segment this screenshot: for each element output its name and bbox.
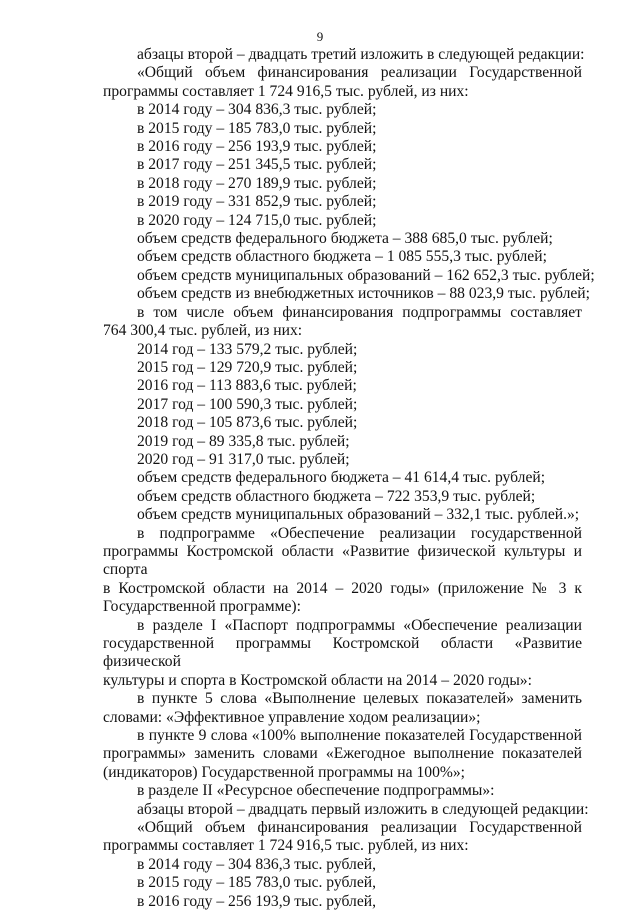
text-line: «Общий объем финансирования реализации Государственной	[137, 819, 582, 837]
text-line: культуры и спорта в Костромской области на 2014 – 2020 годы»:	[103, 671, 532, 689]
text-line: в 2014 году – 304 836,3 тыс. рублей;	[137, 101, 377, 119]
text-line: 2014 год – 133 579,2 тыс. рублей;	[137, 340, 358, 358]
text-line: в 2015 году – 185 783,0 тыс. рублей;	[137, 119, 377, 137]
text-line: в разделе II «Ресурсное обеспечение подпрограммы»:	[137, 782, 495, 800]
text-line: программы Костромской области «Развитие физической культуры и спорта	[103, 542, 582, 579]
document-body	[103, 46, 595, 911]
text-line: в Костромской области на 2014 – 2020 годы» (приложение № 3 к	[103, 579, 582, 597]
text-line: в 2016 году – 256 193,9 тыс. рублей;	[137, 138, 377, 156]
text-line: объем средств областного бюджета – 1 085 555,3 тыс. рублей;	[137, 248, 547, 266]
text-line: в подпрограмме «Обеспечение реализации государственной	[137, 524, 582, 542]
text-line: программы» заменить словами «Ежегодное выполнение показателей	[103, 745, 582, 763]
text-line: словами: «Эффективное управление ходом реализации»;	[103, 708, 481, 726]
text-line: в 2019 году – 331 852,9 тыс. рублей;	[137, 193, 377, 211]
text-line: 2017 год – 100 590,3 тыс. рублей;	[137, 395, 358, 413]
text-line: объем средств областного бюджета – 722 353,9 тыс. рублей;	[137, 487, 536, 505]
text-line: 2020 год – 91 317,0 тыс. рублей;	[137, 450, 350, 468]
text-line: объем средств муниципальных образований – 332,1 тыс. рублей.»;	[137, 506, 580, 524]
text-line: 764 300,4 тыс. рублей, из них:	[103, 322, 303, 340]
text-line: в 2017 году – 251 345,5 тыс. рублей;	[137, 156, 377, 174]
text-line: объем средств из внебюджетных источников – 88 023,9 тыс. рублей;	[137, 285, 590, 303]
text-line: 2016 год – 113 883,6 тыс. рублей;	[137, 377, 357, 395]
text-line: Государственной программе):	[103, 598, 301, 616]
text-line: (индикаторов) Государственной программы на 100%»;	[103, 763, 465, 781]
text-line: в 2020 году – 124 715,0 тыс. рублей;	[137, 211, 377, 229]
text-line: абзацы второй – двадцать первый изложить в следующей редакции:	[137, 800, 589, 818]
text-line: в пункте 5 слова «Выполнение целевых показателей» заменить	[137, 690, 582, 708]
text-line: объем средств федерального бюджета – 388 685,0 тыс. рублей;	[137, 230, 553, 248]
text-line: абзацы второй – двадцать третий изложить в следующей редакции:	[137, 46, 585, 63]
text-line: объем средств муниципальных образований – 162 652,3 тыс. рублей;	[137, 266, 595, 284]
text-line: «Общий объем финансирования реализации Государственной	[137, 64, 582, 82]
text-line: 2019 год – 89 335,8 тыс. рублей;	[137, 432, 350, 450]
text-line: в 2015 году – 185 783,0 тыс. рублей,	[137, 874, 376, 892]
text-line: объем средств федерального бюджета – 41 614,4 тыс. рублей;	[137, 469, 546, 487]
page-number: 9	[316, 29, 324, 44]
text-line: в разделе I «Паспорт подпрограммы «Обеспечение реализации	[137, 616, 582, 634]
text-line: программы составляет 1 724 916,5 тыс. рублей, из них:	[103, 82, 469, 100]
text-line: 2018 год – 105 873,6 тыс. рублей;	[137, 414, 358, 432]
text-line: в 2018 году – 270 189,9 тыс. рублей;	[137, 174, 377, 192]
text-line: государственной программы Костромской области «Развитие физической	[103, 635, 582, 671]
text-line: в том числе объем финансирования подпрограммы составляет	[137, 303, 582, 321]
text-line: программы составляет 1 724 916,5 тыс. рублей, из них:	[103, 837, 469, 855]
text-line: в 2014 году – 304 836,3 тыс. рублей,	[137, 855, 376, 873]
text-line: в пункте 9 слова «100% выполнение показателей Государственной	[137, 727, 582, 745]
text-line: в 2016 году – 256 193,9 тыс. рублей,	[137, 892, 376, 910]
text-line: 2015 год – 129 720,9 тыс. рублей;	[137, 358, 358, 376]
